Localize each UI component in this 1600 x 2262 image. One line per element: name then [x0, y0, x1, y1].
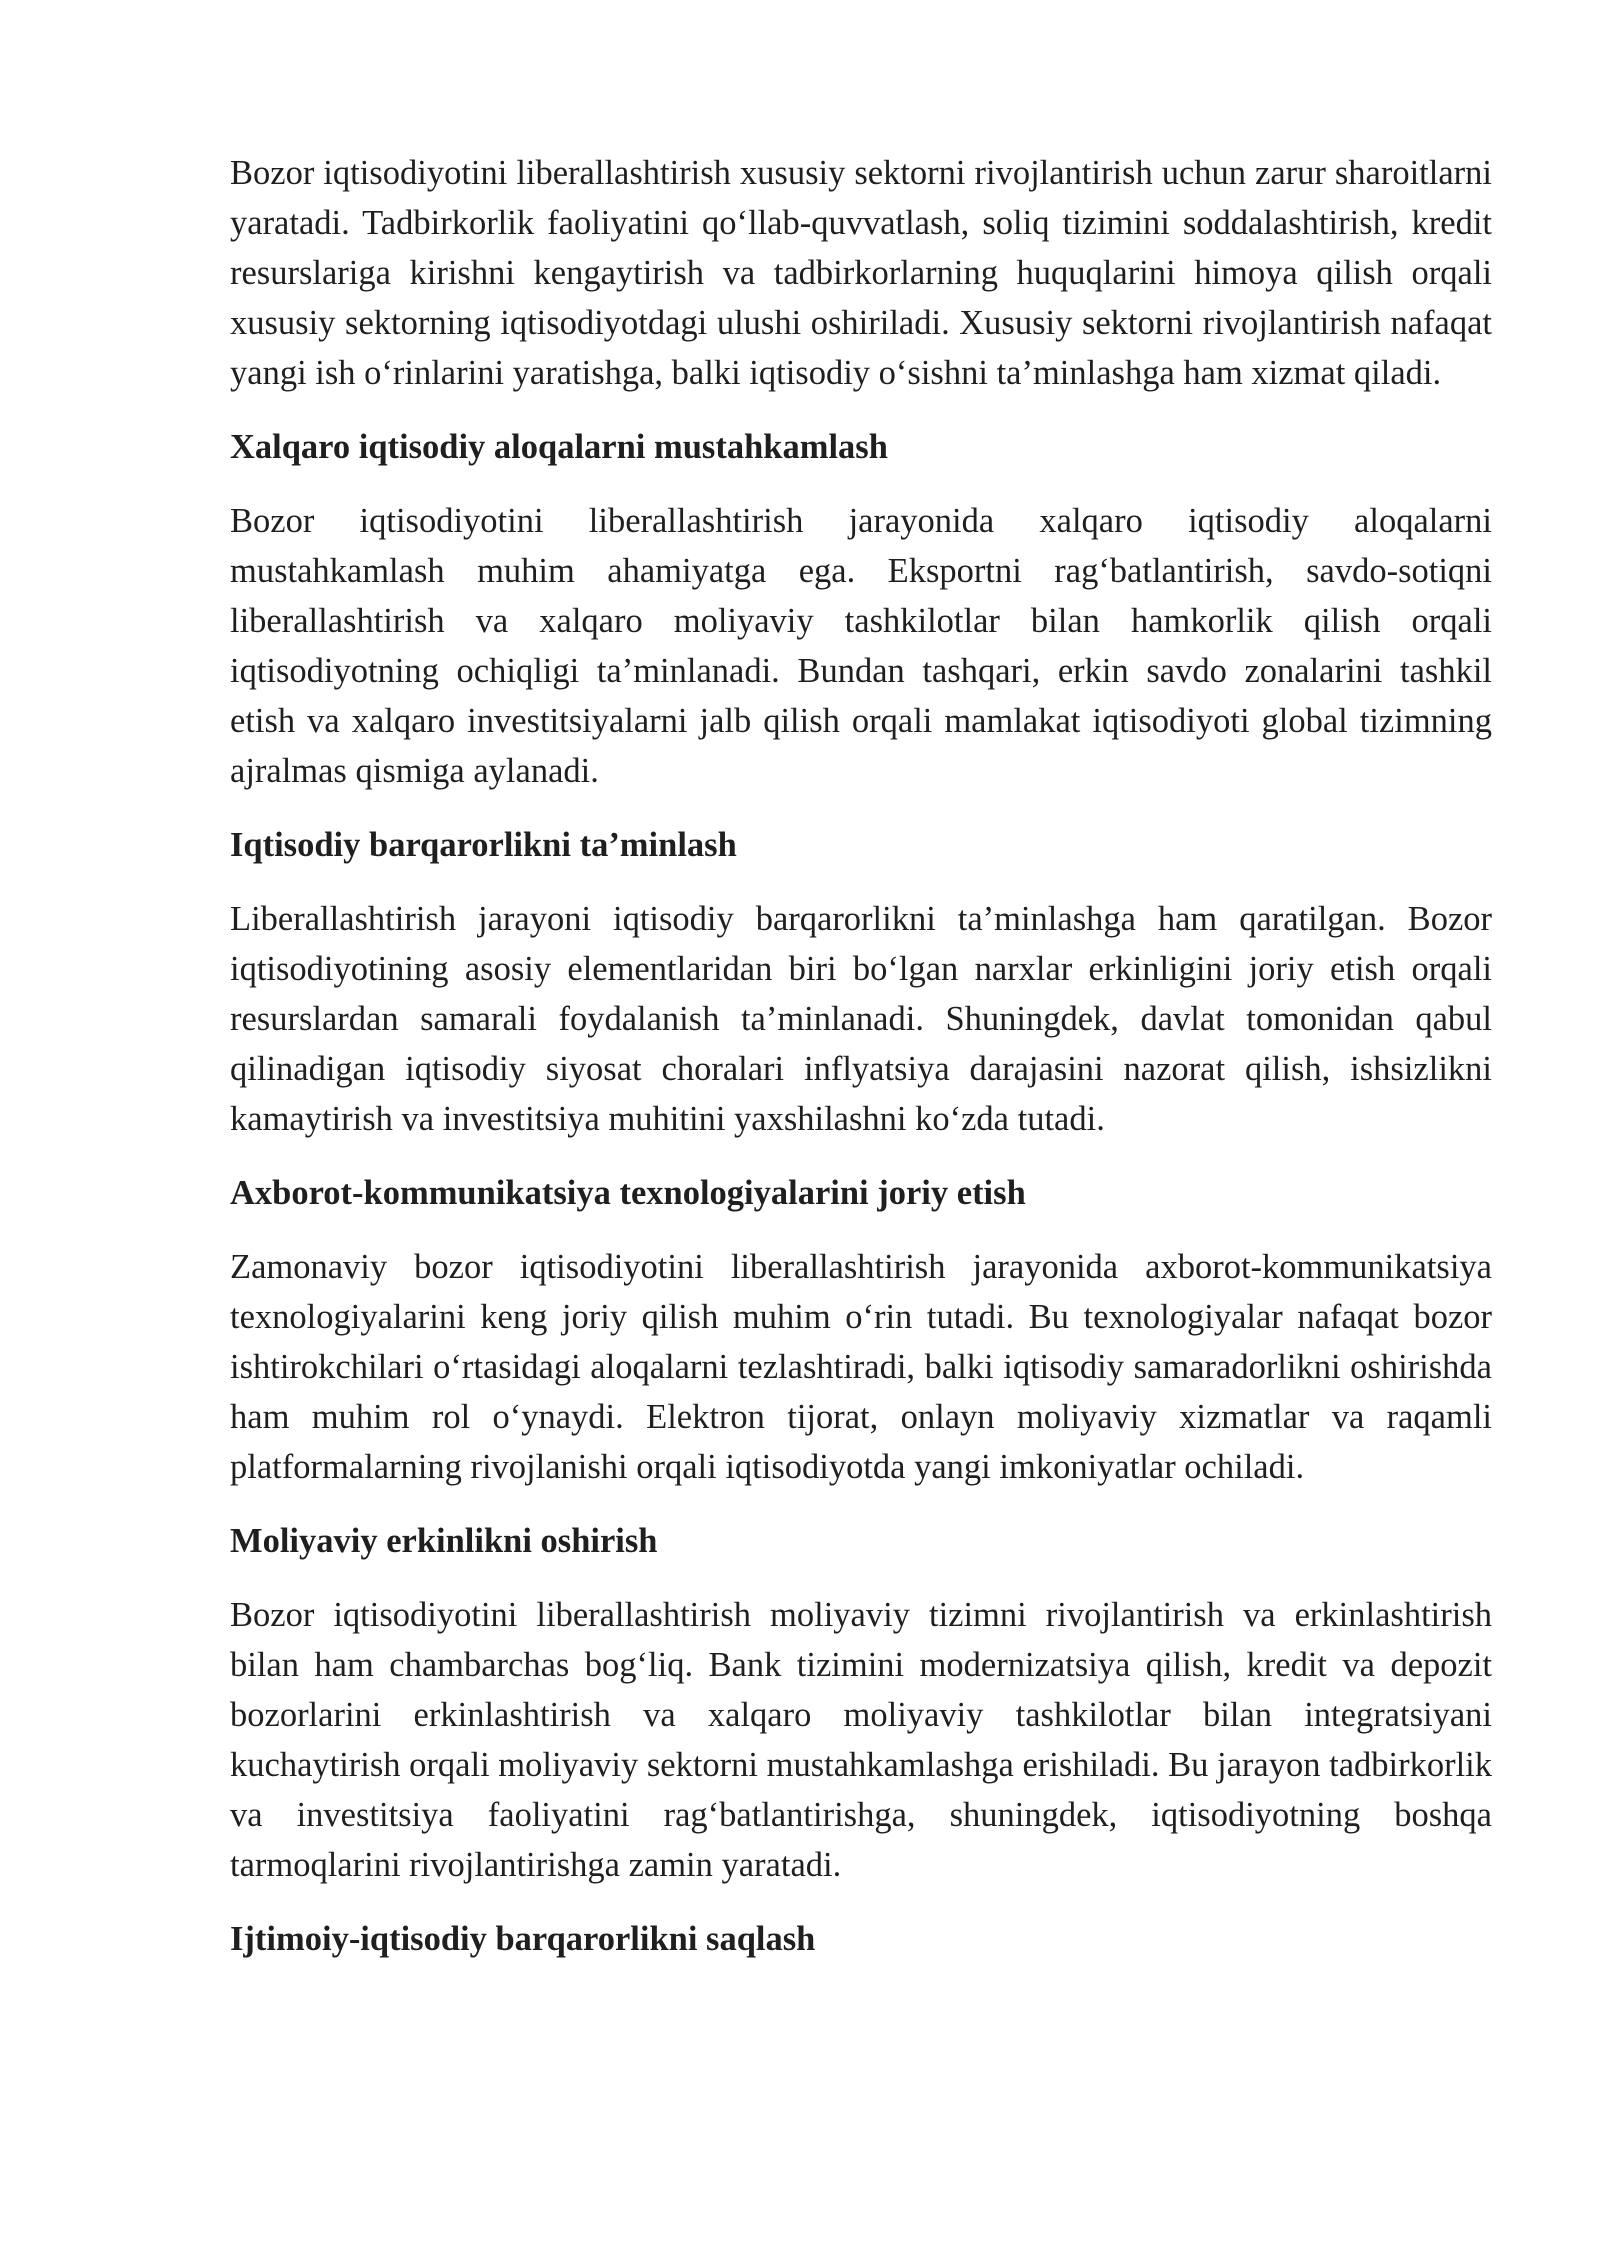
heading-ict: Axborot-kommunikatsiya texnologiyalarini joriy etish — [230, 1174, 1026, 1212]
paragraph-economic-stability: Liberallashtirish jarayoni iqtisodiy barqarorlikni ta’minlashga ham qaratilgan. Bozor iqtisodiyotining asosiy elementlaridan biri bo‘lgan narxlar erkinligini joriy etish orqali resurslardan samarali foydalanish ta’minlanadi. Shuningdek, davlat tomonidan qabul qilinadigan iqtisodiy siyosat choralari inflyatsiya darajasini nazorat qilish, ishsizlikni kamaytirish va investitsiya muhitini yaxshilashni ko‘zda tutadi. — [230, 900, 1492, 1138]
paragraph-ict: Zamonaviy bozor iqtisodiyotini liberallashtirish jarayonida axborot-kommunikatsiya texnologiyalarini keng joriy qilish muhim o‘rin tutadi. Bu texnologiyalar nafaqat bozor ishtirokchilari o‘rtasidagi aloqalarni tezlashtiradi, balki iqtisodiy samaradorlikni oshirishda ham muhim rol o‘ynaydi. Elektron tijorat, onlayn moliyaviy xizmatlar va raqamli platformalarning rivojlanishi orqali iqtisodiyotda yangi imkoniyatlar ochiladi. — [230, 1248, 1492, 1486]
heading-financial-freedom: Moliyaviy erkinlikni oshirish — [230, 1522, 658, 1560]
heading-socio-economic-stability: Ijtimoiy-iqtisodiy barqarorlikni saqlash — [230, 1920, 816, 1958]
paragraph-private-sector: Bozor iqtisodiyotini liberallashtirish xususiy sektorni rivojlantirish uchun zarur sharoitlarni yaratadi. Tadbirkorlik faoliyatini qo‘llab-quvvatlash, soliq tizimini soddalashtirish, kredit resurslariga kirishni kengaytirish va tadbirkorlarning huquqlarini himoya qilish orqali xususiy sektorning iqtisodiyotdagi ulushi oshiriladi. Xususiy sektorni rivojlantirish nafaqat yangi ish o‘rinlarini yaratishga, balki iqtisodiy o‘sishni ta’minlashga ham xizmat qiladi. — [230, 154, 1492, 392]
heading-economic-stability: Iqtisodiy barqarorlikni ta’minlash — [230, 826, 737, 864]
paragraph-financial-freedom: Bozor iqtisodiyotini liberallashtirish moliyaviy tizimni rivojlantirish va erkinlashtirish bilan ham chambarchas bog‘liq. Bank tizimini modernizatsiya qilish, kredit va depozit bozorlarini erkinlashtirish va xalqaro moliyaviy tashkilotlar bilan integratsiyani kuchaytirish orqali moliyaviy sektorni mustahkamlashga erishiladi. Bu jarayon tadbirkorlik va investitsiya faoliyatini rag‘batlantirishga, shuningdek, iqtisodiyotning boshqa tarmoqlarini rivojlantirishga zamin yaratadi. — [230, 1596, 1492, 1884]
heading-international-relations: Xalqaro iqtisodiy aloqalarni mustahkamlash — [230, 428, 888, 466]
paragraph-international-relations: Bozor iqtisodiyotini liberallashtirish jarayonida xalqaro iqtisodiy aloqalarni mustahkamlash muhim ahamiyatga ega. Eksportni rag‘batlantirish, savdo-sotiqni liberallashtirish va xalqaro moliyaviy tashkilotlar bilan hamkorlik qilish orqali iqtisodiyotning ochiqligi ta’minlanadi. Bundan tashqari, erkin savdo zonalarini tashkil etish va xalqaro investitsiyalarni jalb qilish orqali mamlakat iqtisodiyoti global tizimning ajralmas qismiga aylanadi. — [230, 502, 1492, 790]
document-page — [230, 148, 1492, 1988]
